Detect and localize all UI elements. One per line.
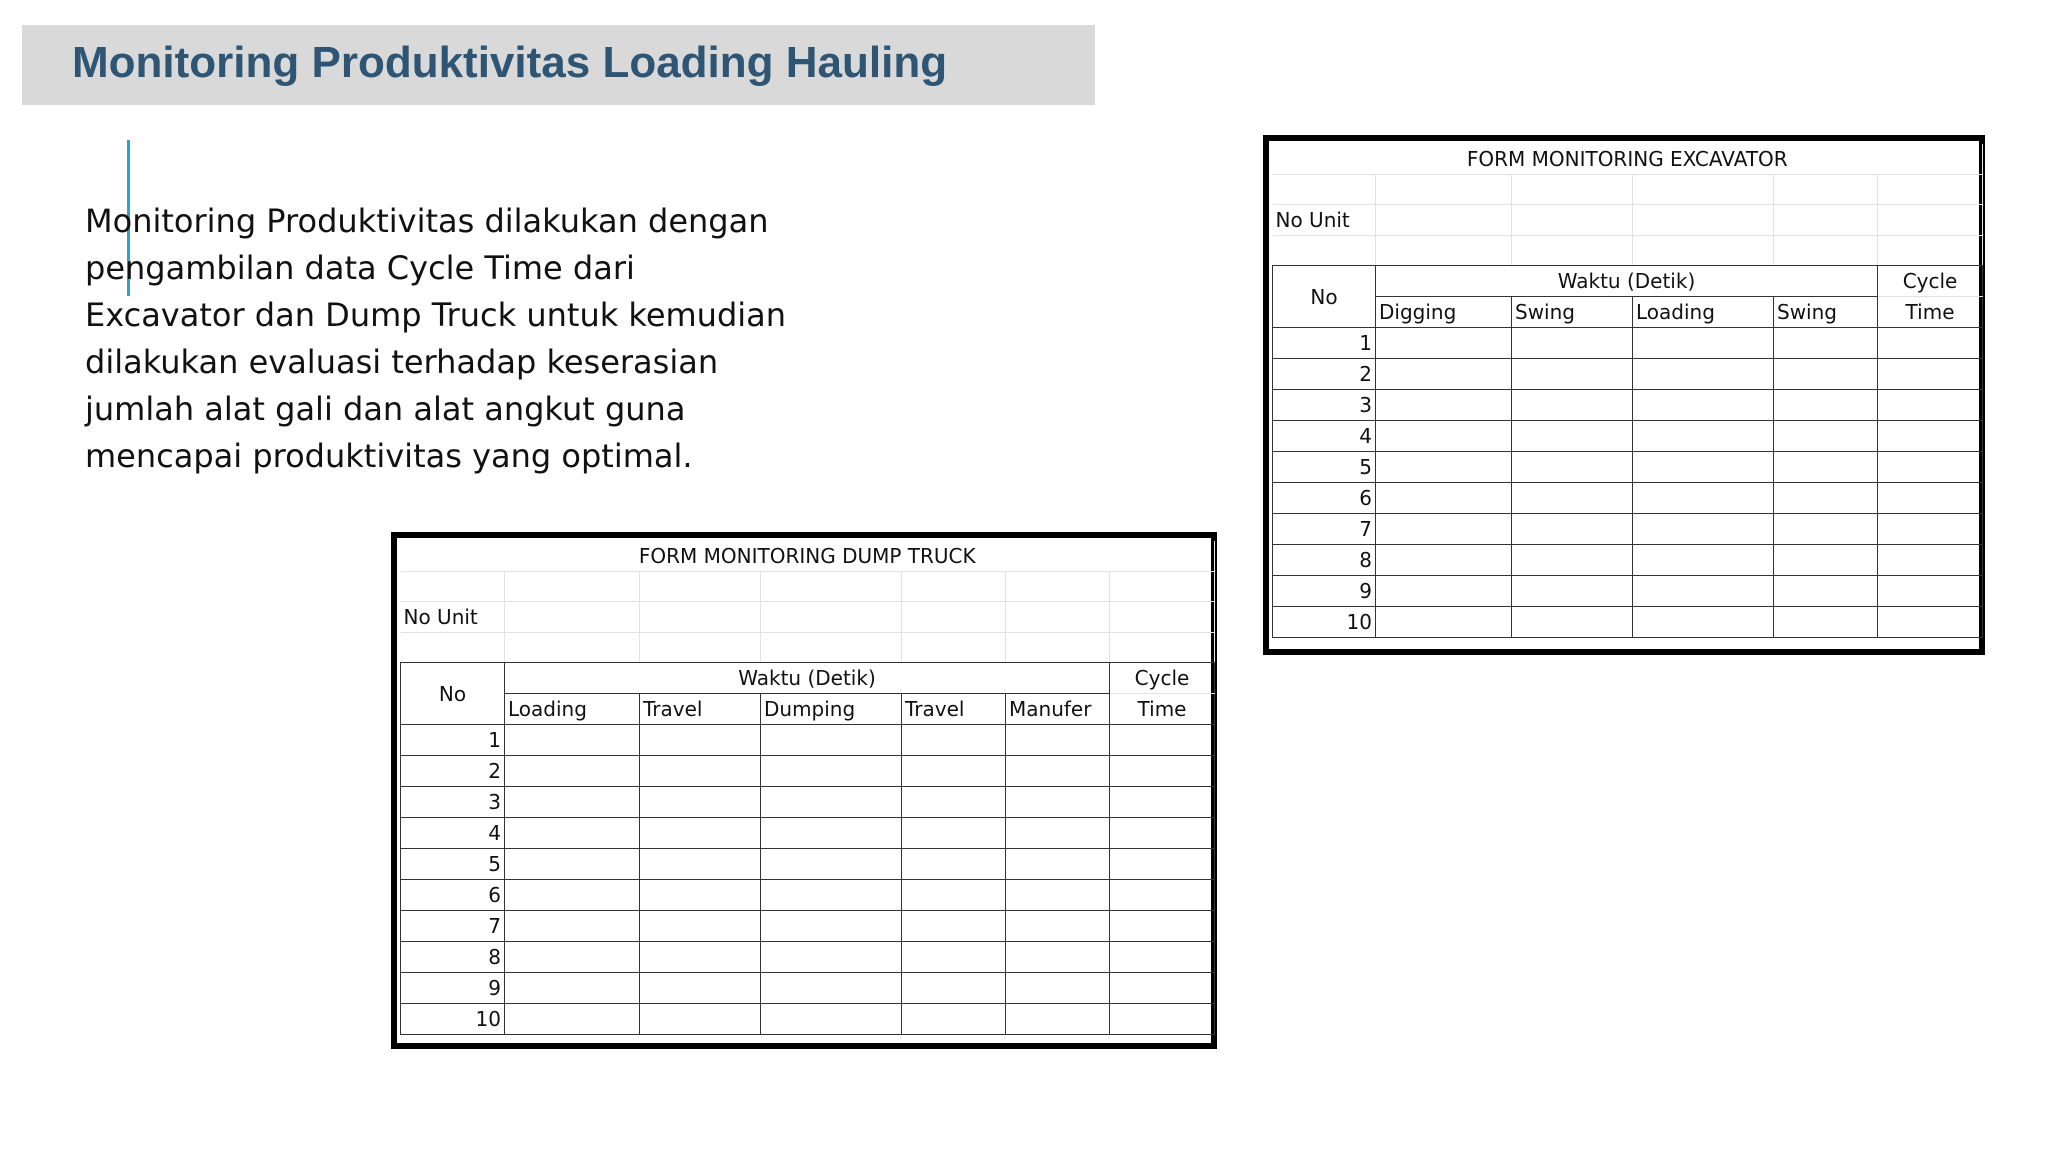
dumptruck-column-header: Travel [640,694,761,725]
dumptruck-waktu-header: Waktu (Detik) [505,663,1110,694]
data-cell [761,942,902,973]
dumptruck-column-header: Dumping [761,694,902,725]
data-cell [640,787,761,818]
data-cell [761,849,902,880]
row-number: 5 [1273,452,1376,483]
dumptruck-column-header: Loading [505,694,640,725]
excavator-column-header: Digging [1376,297,1512,328]
excavator-time-header: Time [1878,297,1983,328]
data-cell [1774,576,1878,607]
excavator-no-header: No [1273,266,1376,328]
table-row [1273,607,1983,638]
data-cell [1110,849,1215,880]
data-cell [1006,880,1110,911]
data-cell [1110,787,1215,818]
data-cell [902,911,1006,942]
row-number: 8 [401,942,505,973]
data-cell [1633,421,1774,452]
data-cell [1774,328,1878,359]
table-row [1273,328,1983,359]
data-cell [1376,483,1512,514]
data-cell [640,818,761,849]
data-cell [505,911,640,942]
dumptruck-form-table [400,541,1215,1035]
data-cell [1633,576,1774,607]
row-number: 4 [1273,421,1376,452]
row-number: 1 [401,725,505,756]
data-cell [505,1004,640,1035]
data-cell [1774,483,1878,514]
description-line: pengambilan data Cycle Time dari [85,249,635,287]
data-cell [761,725,902,756]
data-cell [1774,545,1878,576]
table-row [401,756,1215,787]
data-cell [1774,607,1878,638]
data-cell [1878,452,1983,483]
data-cell [1110,818,1215,849]
data-cell [761,911,902,942]
data-cell [505,942,640,973]
data-cell [761,818,902,849]
excavator-cycle-header: Cycle [1878,266,1983,297]
dumptruck-cycle-header: Cycle [1110,663,1215,694]
data-cell [1110,973,1215,1004]
data-cell [1512,576,1633,607]
data-cell [1006,911,1110,942]
data-cell [1774,390,1878,421]
data-cell [1110,911,1215,942]
data-cell [1633,452,1774,483]
data-cell [1512,545,1633,576]
data-cell [1376,607,1512,638]
table-row [1273,514,1983,545]
title-bar [22,25,1095,105]
data-cell [1376,545,1512,576]
data-cell [505,849,640,880]
excavator-form-table [1272,144,1983,638]
data-cell [1006,787,1110,818]
table-row [401,942,1215,973]
row-number: 10 [1273,607,1376,638]
data-cell [505,756,640,787]
excavator-form-title: FORM MONITORING EXCAVATOR [1273,144,1983,175]
data-cell [1512,328,1633,359]
data-cell [1512,390,1633,421]
data-cell [1376,452,1512,483]
description-text [85,198,785,480]
data-cell [640,911,761,942]
dumptruck-no-unit-label: No Unit [401,602,505,633]
data-cell [640,880,761,911]
data-cell [1633,607,1774,638]
row-number: 10 [401,1004,505,1035]
description-line: dilakukan evaluasi terhadap keserasian [85,343,719,381]
table-row [401,818,1215,849]
data-cell [505,725,640,756]
excavator-no-unit-label: No Unit [1273,205,1376,236]
data-cell [1633,328,1774,359]
data-cell [1110,942,1215,973]
dumptruck-column-header: Travel [902,694,1006,725]
data-cell [1110,880,1215,911]
data-cell [1774,514,1878,545]
data-cell [1376,359,1512,390]
data-cell [1376,421,1512,452]
table-row [401,1004,1215,1035]
table-row [401,911,1215,942]
data-cell [902,818,1006,849]
row-number: 9 [1273,576,1376,607]
table-row [1273,390,1983,421]
data-cell [1006,725,1110,756]
data-cell [902,787,1006,818]
table-row [401,880,1215,911]
row-number: 7 [1273,514,1376,545]
data-cell [1878,514,1983,545]
data-cell [1878,576,1983,607]
data-cell [1878,545,1983,576]
dumptruck-form-title: FORM MONITORING DUMP TRUCK [401,541,1215,572]
dumptruck-form-image [391,532,1217,1049]
data-cell [505,973,640,1004]
data-cell [902,1004,1006,1035]
table-row [1273,359,1983,390]
data-cell [1006,849,1110,880]
data-cell [505,787,640,818]
data-cell [640,725,761,756]
data-cell [1006,756,1110,787]
row-number: 2 [1273,359,1376,390]
data-cell [640,849,761,880]
data-cell [1512,452,1633,483]
data-cell [902,942,1006,973]
row-number: 5 [401,849,505,880]
data-cell [1110,725,1215,756]
table-row [1273,452,1983,483]
data-cell [1376,328,1512,359]
row-number: 9 [401,973,505,1004]
data-cell [1512,607,1633,638]
data-cell [761,756,902,787]
data-cell [1110,756,1215,787]
data-cell [1512,514,1633,545]
description-line: jumlah alat gali dan alat angkut guna [85,390,686,428]
data-cell [902,849,1006,880]
data-cell [1878,390,1983,421]
row-number: 8 [1273,545,1376,576]
data-cell [640,942,761,973]
data-cell [1512,359,1633,390]
row-number: 6 [1273,483,1376,514]
row-number: 2 [401,756,505,787]
data-cell [640,1004,761,1035]
data-cell [640,756,761,787]
data-cell [1512,421,1633,452]
table-row [401,725,1215,756]
data-cell [1633,359,1774,390]
table-row [401,787,1215,818]
excavator-form-image [1263,135,1985,655]
description-line: Excavator dan Dump Truck untuk kemudian [85,296,787,334]
page-title: Monitoring Produktivitas Loading Hauling [72,38,948,87]
dumptruck-column-header: Manufer [1006,694,1110,725]
data-cell [1006,1004,1110,1035]
description-line: mencapai produktivitas yang optimal. [85,437,693,475]
table-row [401,973,1215,1004]
excavator-column-header: Swing [1774,297,1878,328]
data-cell [1774,452,1878,483]
data-cell [761,880,902,911]
data-cell [640,973,761,1004]
data-cell [1376,514,1512,545]
excavator-waktu-header: Waktu (Detik) [1376,266,1878,297]
data-cell [1878,421,1983,452]
table-row [1273,483,1983,514]
data-cell [1633,514,1774,545]
data-cell [1376,390,1512,421]
data-cell [1376,576,1512,607]
data-cell [1512,483,1633,514]
dumptruck-time-header: Time [1110,694,1215,725]
data-cell [902,756,1006,787]
row-number: 7 [401,911,505,942]
data-cell [1006,942,1110,973]
dumptruck-no-header: No [401,663,505,725]
row-number: 1 [1273,328,1376,359]
data-cell [1006,818,1110,849]
table-row [401,849,1215,880]
row-number: 6 [401,880,505,911]
data-cell [1633,545,1774,576]
data-cell [761,787,902,818]
row-number: 3 [401,787,505,818]
excavator-column-header: Swing [1512,297,1633,328]
row-number: 4 [401,818,505,849]
data-cell [1878,359,1983,390]
data-cell [1633,390,1774,421]
data-cell [505,880,640,911]
data-cell [902,973,1006,1004]
excavator-column-header: Loading [1633,297,1774,328]
table-row [1273,421,1983,452]
data-cell [1878,483,1983,514]
data-cell [505,818,640,849]
data-cell [1110,1004,1215,1035]
table-row [1273,545,1983,576]
description-line: Monitoring Produktivitas dilakukan dengan [85,202,769,240]
data-cell [1878,607,1983,638]
data-cell [1878,328,1983,359]
data-cell [761,1004,902,1035]
data-cell [902,725,1006,756]
data-cell [1774,421,1878,452]
data-cell [761,973,902,1004]
table-row [1273,576,1983,607]
data-cell [1633,483,1774,514]
data-cell [1006,973,1110,1004]
data-cell [902,880,1006,911]
row-number: 3 [1273,390,1376,421]
data-cell [1774,359,1878,390]
